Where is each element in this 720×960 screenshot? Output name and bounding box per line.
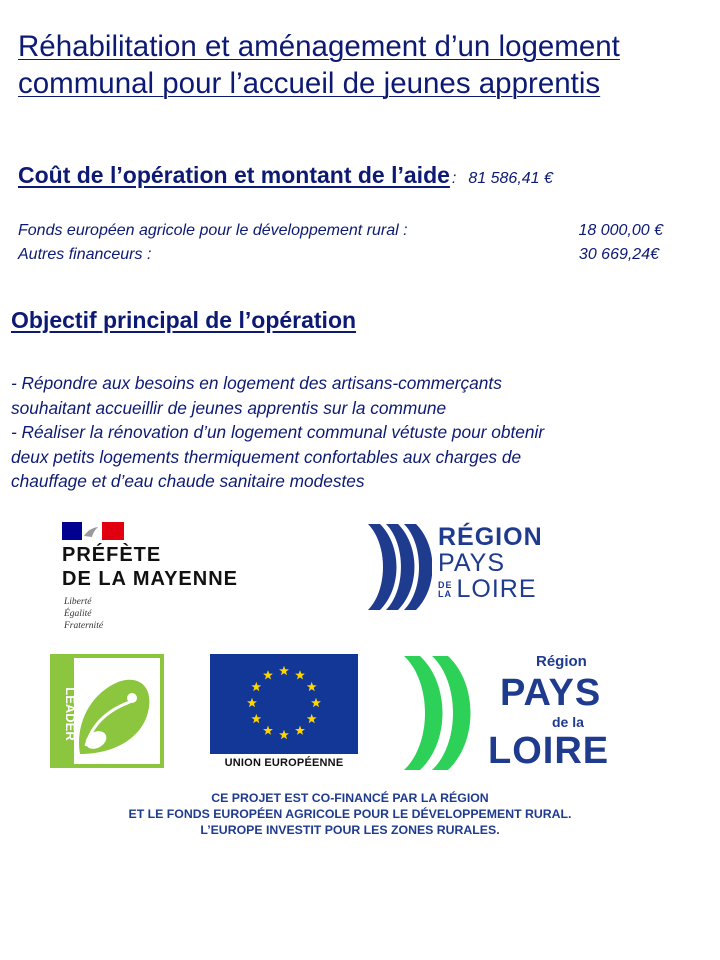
title-line-2: communal pour l’accueil de jeunes apprentis bbox=[18, 67, 601, 100]
eu-star-icon bbox=[307, 682, 317, 691]
objective-text bbox=[11, 371, 711, 494]
title-line-1: Réhabilitation et aménagement d’un logement bbox=[18, 30, 620, 63]
cofinancing-line: CE PROJET EST CO-FINANCÉ PAR LA RÉGION bbox=[211, 791, 489, 805]
eu-star-icon bbox=[251, 682, 261, 691]
funding-label: Fonds européen agricole pour le développement rural : bbox=[18, 222, 408, 239]
loire-word: LOIRE bbox=[456, 575, 537, 603]
region-word: RÉGION bbox=[438, 523, 543, 551]
objective-line: deux petits logements thermiquement confortables aux charges de bbox=[11, 446, 522, 467]
objective-line: - Réaliser la rénovation d’un logement communal vétuste pour obtenir bbox=[11, 422, 545, 442]
cost-label: Coût de l’opération et montant de l’aide bbox=[18, 162, 450, 188]
region-logo-bottom bbox=[402, 650, 610, 775]
pays-word: PAYS bbox=[500, 672, 602, 714]
de-la-text: DE LA bbox=[438, 580, 453, 600]
funding-amount: 30 669,24€ bbox=[578, 246, 659, 263]
objective-heading: Objectif principal de l’opération bbox=[11, 307, 357, 333]
pays-word: PAYS bbox=[438, 549, 505, 577]
eu-star-icon bbox=[247, 698, 257, 707]
cofinancing-statement bbox=[0, 790, 700, 838]
region-logo-top bbox=[364, 518, 564, 613]
cost-line bbox=[18, 162, 553, 189]
objective-line: souhaitant accueillir de jeunes apprentis sur la commune bbox=[11, 397, 447, 418]
funding-row-others bbox=[18, 246, 659, 264]
leader-emblem-icon bbox=[50, 654, 164, 768]
region-parentheses-icon bbox=[364, 522, 432, 612]
eu-star-icon bbox=[311, 698, 321, 707]
de-la-text: de la bbox=[552, 714, 584, 730]
cost-value: 81 586,41 € bbox=[468, 170, 553, 187]
region-green-parentheses-icon bbox=[402, 654, 482, 772]
funding-row-feader bbox=[18, 222, 663, 240]
prefecture-logo bbox=[62, 522, 272, 640]
funding-amount: 18 000,00 € bbox=[578, 222, 663, 239]
region-word: Région bbox=[536, 653, 587, 670]
loire-word: LOIRE bbox=[488, 730, 610, 772]
region-top-text bbox=[438, 524, 543, 602]
eu-star-icon bbox=[263, 670, 273, 679]
republic-motto: Liberté Égalité Fraternité bbox=[64, 597, 104, 631]
eu-star-icon bbox=[307, 714, 317, 723]
cost-separator: : bbox=[451, 170, 457, 187]
cofinancing-line: L’EUROPE INVESTIT POUR LES ZONES RURALES. bbox=[200, 823, 500, 837]
funding-label: Autres financeurs : bbox=[18, 246, 152, 263]
leader-label: LEADER bbox=[63, 687, 78, 741]
marianne-flag-icon bbox=[62, 522, 124, 540]
eu-star-icon bbox=[279, 730, 289, 739]
leader-logo bbox=[50, 654, 164, 768]
eu-flag bbox=[210, 654, 358, 754]
eu-star-icon bbox=[279, 666, 289, 675]
eu-caption: UNION EUROPÉENNE bbox=[224, 757, 344, 769]
prefecture-line-2: DE LA MAYENNE bbox=[62, 568, 238, 590]
cofinancing-line: ET LE FONDS EUROPÉEN AGRICOLE POUR LE DÉVELOPPEMENT RURAL. bbox=[128, 807, 572, 821]
prefecture-line-1: PRÉFÈTE bbox=[62, 544, 162, 566]
objective-line: chauffage et d’eau chaude sanitaire modestes bbox=[11, 471, 365, 491]
objective-line: - Répondre aux besoins en logement des artisans-commerçants bbox=[11, 373, 502, 393]
eu-logo bbox=[210, 654, 358, 772]
eu-star-icon bbox=[251, 714, 261, 723]
eu-stars-icon bbox=[210, 654, 358, 754]
eu-star-icon bbox=[295, 670, 305, 679]
eu-star-icon bbox=[263, 726, 273, 735]
page-title bbox=[18, 28, 708, 102]
eu-star-icon bbox=[295, 726, 305, 735]
